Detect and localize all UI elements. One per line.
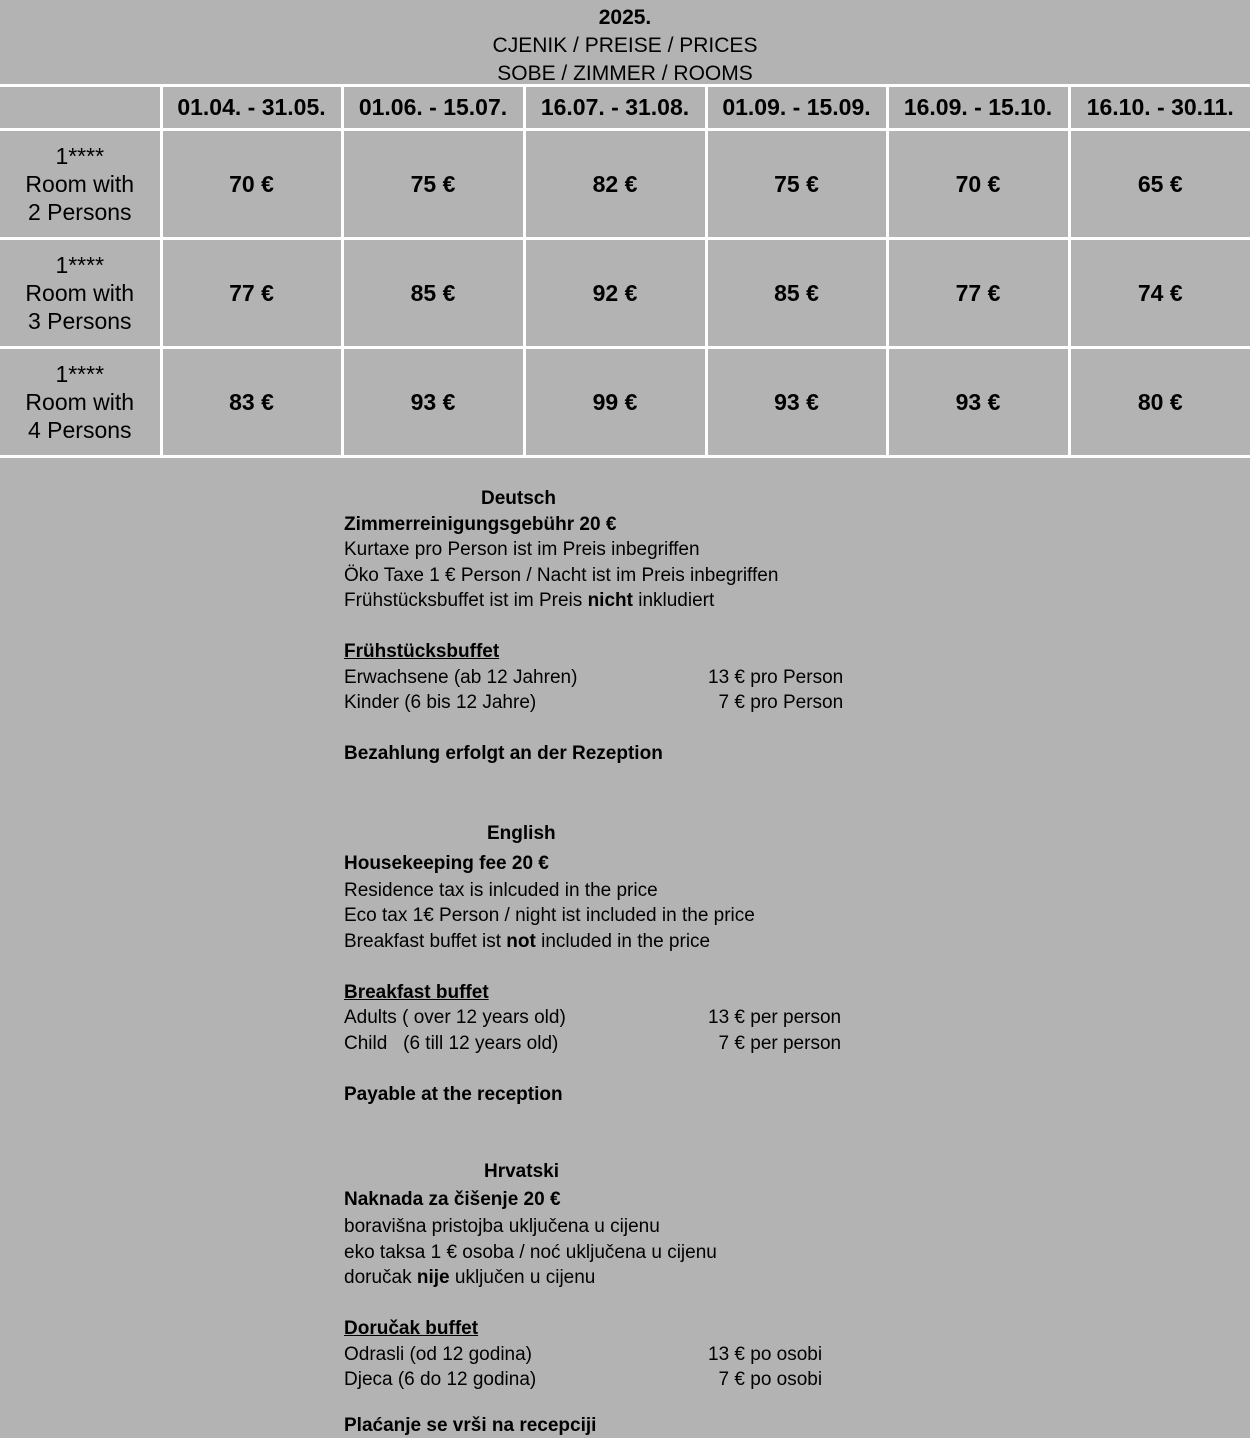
section-language-title: Deutsch (344, 486, 944, 512)
eco-tax-note: eko taksa 1 € osoba / noć uključena u cijenu (344, 1240, 944, 1266)
price-cell: 83 € (161, 348, 342, 457)
tax-note: Residence tax is inlcuded in the price (344, 878, 944, 904)
child-label: Djeca (6 do 12 godina) (344, 1367, 708, 1393)
price-cell: 77 € (887, 239, 1069, 348)
price-cell: 93 € (887, 348, 1069, 457)
period-header: 01.06. - 15.07. (342, 86, 524, 130)
cleaning-fee: Naknada za čišenje 20 € (344, 1186, 944, 1214)
adult-price-row (344, 1342, 944, 1368)
breakfast-note-end: included in the price (536, 931, 710, 952)
notes-block (344, 486, 944, 1438)
price-cell: 77 € (161, 239, 342, 348)
room-stars: 1**** (0, 142, 160, 170)
adult-price-row (344, 1005, 944, 1031)
period-header: 16.07. - 31.08. (524, 86, 706, 130)
breakfast-note-emphasis: nije (417, 1267, 450, 1288)
price-cell: 70 € (161, 130, 342, 239)
table-row (0, 348, 1250, 457)
period-header-row (0, 86, 1250, 130)
room-type-cell (0, 348, 161, 457)
room-label: Room with (0, 388, 160, 416)
room-label: Room with (0, 279, 160, 307)
price-cell: 75 € (342, 130, 524, 239)
child-price-row (344, 690, 944, 716)
breakfast-note (344, 588, 944, 614)
room-label: Room with (0, 170, 160, 198)
child-price: 7 € po osobi (708, 1367, 822, 1393)
cleaning-fee: Zimmerreinigungsgebühr 20 € (344, 512, 944, 538)
adult-price-row (344, 665, 944, 691)
price-cell: 99 € (524, 348, 706, 457)
breakfast-note-end: uključen u cijenu (450, 1267, 596, 1288)
child-price: 7 € per person (708, 1031, 841, 1057)
room-persons: 4 Persons (0, 416, 160, 444)
section-deutsch (344, 486, 944, 818)
cleaning-fee: Housekeeping fee 20 € (344, 850, 944, 878)
tax-note: Kurtaxe pro Person ist im Preis inbegriffen (344, 537, 944, 563)
child-label: Child (6 till 12 years old) (344, 1031, 708, 1057)
price-cell: 92 € (524, 239, 706, 348)
price-table (0, 84, 1250, 458)
period-header: 16.09. - 15.10. (887, 86, 1069, 130)
adult-label: Adults ( over 12 years old) (344, 1005, 708, 1031)
breakfast-note (344, 929, 944, 955)
adult-label: Odrasli (od 12 godina) (344, 1342, 708, 1368)
corner-cell (0, 86, 161, 130)
section-language-title: Hrvatski (344, 1158, 944, 1186)
breakfast-note-start: Breakfast buffet ist (344, 931, 506, 952)
buffet-title: Frühstücksbuffet (344, 639, 944, 665)
room-persons: 3 Persons (0, 307, 160, 335)
child-label: Kinder (6 bis 12 Jahre) (344, 690, 708, 716)
period-header: 01.04. - 31.05. (161, 86, 342, 130)
section-language-title: English (344, 818, 944, 850)
eco-tax-note: Öko Taxe 1 € Person / Nacht ist im Preis inbegriffen (344, 563, 944, 589)
adult-price: 13 € per person (708, 1005, 841, 1031)
breakfast-note-emphasis: not (506, 931, 536, 952)
period-header: 01.09. - 15.09. (706, 86, 887, 130)
room-type-cell (0, 239, 161, 348)
price-cell: 82 € (524, 130, 706, 239)
price-cell: 80 € (1069, 348, 1250, 457)
room-persons: 2 Persons (0, 198, 160, 226)
breakfast-note-emphasis: nicht (588, 590, 633, 611)
breakfast-note-start: Frühstücksbuffet ist im Preis (344, 590, 588, 611)
adult-label: Erwachsene (ab 12 Jahren) (344, 665, 708, 691)
price-cell: 75 € (706, 130, 887, 239)
price-cell: 93 € (706, 348, 887, 457)
table-row (0, 239, 1250, 348)
child-price-row (344, 1367, 944, 1393)
payment-note: Payable at the reception (344, 1082, 944, 1108)
buffet-title: Doručak buffet (344, 1316, 944, 1342)
child-price-row (344, 1031, 944, 1057)
price-cell: 85 € (706, 239, 887, 348)
adult-price: 13 € pro Person (708, 665, 843, 691)
table-row (0, 130, 1250, 239)
price-list-header (0, 0, 1250, 84)
pricelist-title: CJENIK / PREISE / PRICES (0, 32, 1250, 60)
price-cell: 74 € (1069, 239, 1250, 348)
rooms-subtitle: SOBE / ZIMMER / ROOMS (0, 60, 1250, 88)
eco-tax-note: Eco tax 1€ Person / night ist included in the price (344, 903, 944, 929)
price-cell: 85 € (342, 239, 524, 348)
price-cell: 65 € (1069, 130, 1250, 239)
adult-price: 13 € po osobi (708, 1342, 822, 1368)
payment-note: Bezahlung erfolgt an der Rezeption (344, 741, 944, 767)
section-english (344, 818, 944, 1159)
breakfast-note-end: inkludiert (633, 590, 714, 611)
section-hrvatski (344, 1158, 944, 1438)
price-cell: 70 € (887, 130, 1069, 239)
price-cell: 93 € (342, 348, 524, 457)
buffet-title: Breakfast buffet (344, 980, 944, 1006)
child-price: 7 € pro Person (708, 690, 843, 716)
breakfast-note (344, 1265, 944, 1291)
room-stars: 1**** (0, 360, 160, 388)
payment-note: Plaćanje se vrši na recepciji (344, 1413, 944, 1438)
period-header: 16.10. - 30.11. (1069, 86, 1250, 130)
room-stars: 1**** (0, 251, 160, 279)
year-title: 2025. (0, 4, 1250, 32)
room-type-cell (0, 130, 161, 239)
breakfast-note-start: doručak (344, 1267, 417, 1288)
tax-note: boravišna pristojba uključena u cijenu (344, 1214, 944, 1240)
